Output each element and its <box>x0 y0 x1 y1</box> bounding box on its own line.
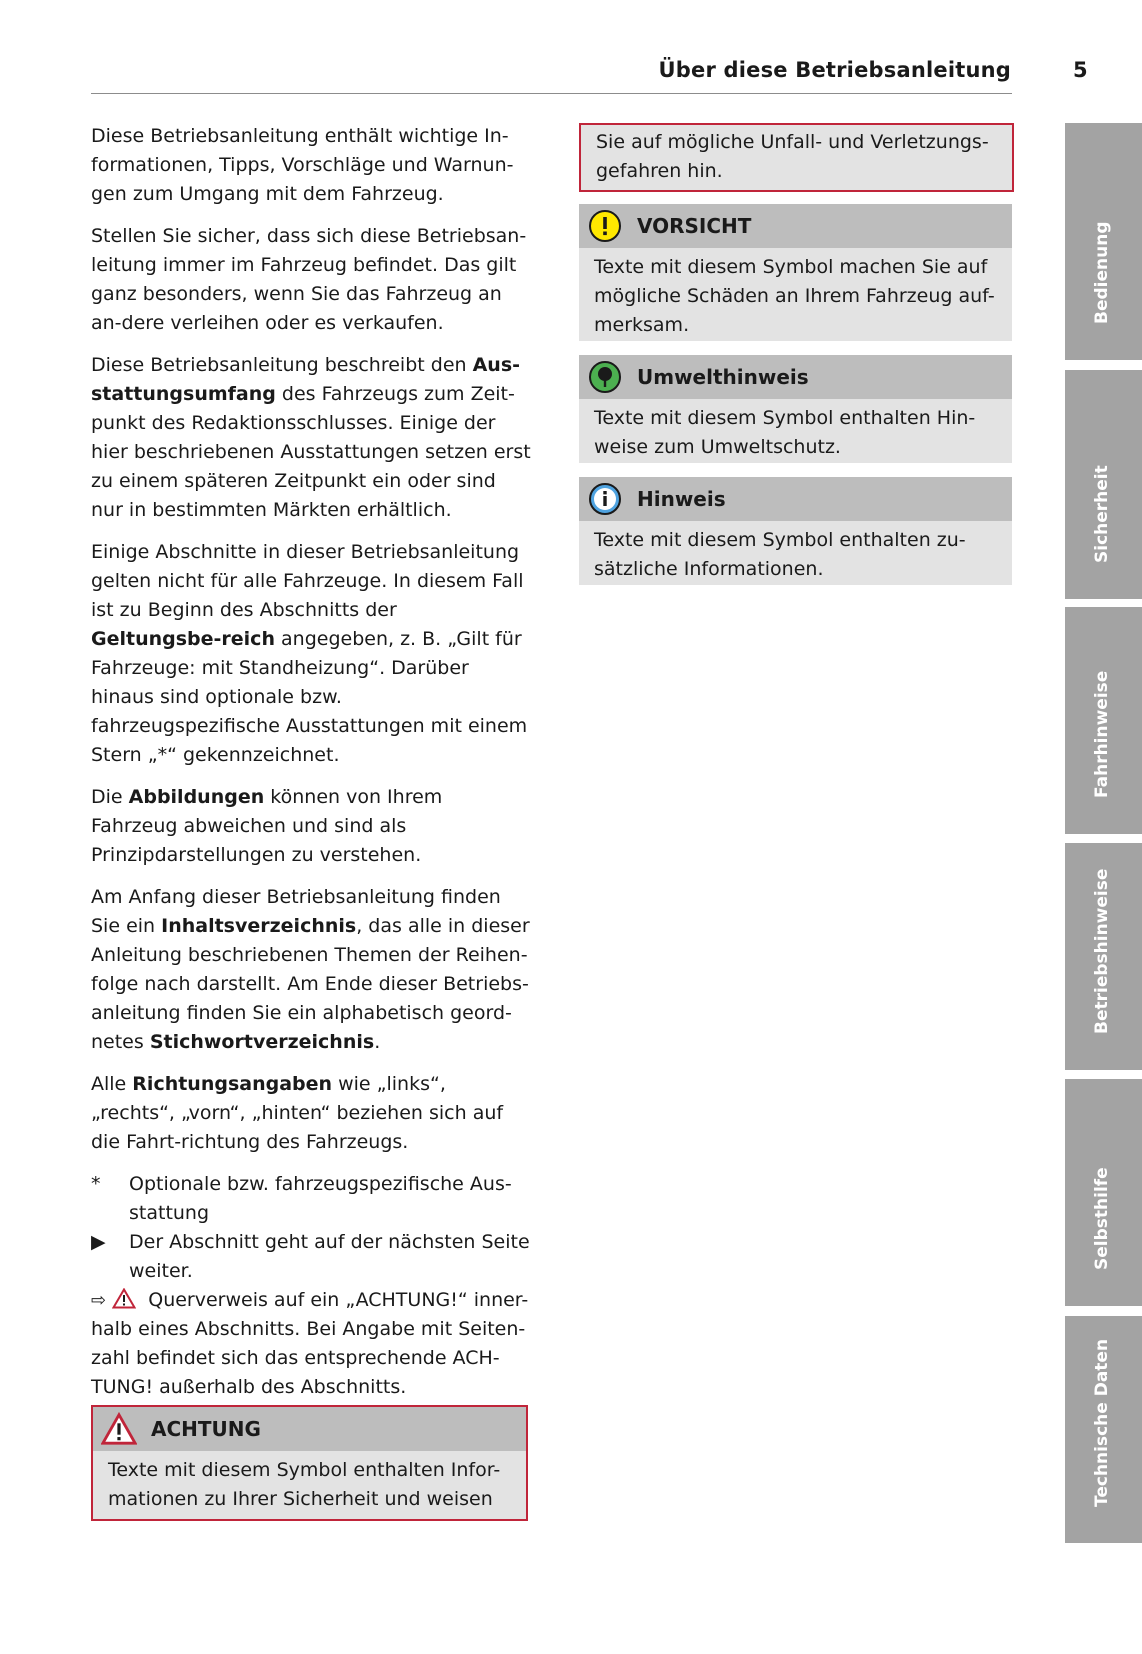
paragraph-directions <box>91 1070 531 1157</box>
legend-item-star <box>91 1170 531 1228</box>
vorsicht-body: Texte mit diesem Symbol machen Sie auf mögliche Schäden an Ihrem Fahrzeug auf-merksam. <box>594 256 995 336</box>
header-rule <box>91 93 1012 94</box>
hinweis-title: Hinweis <box>637 487 726 511</box>
chapter-tab-label: Selbsthilfe <box>1092 1167 1112 1270</box>
reference-arrow-icon: ⇨ <box>91 1290 107 1311</box>
text: , das alle in dieser Anleitung beschriebenen Themen der Reihen-folge nach darstellt. Am Ende dieser Betriebs-anleitung finden Sie ein alphabetisch geord-netes <box>91 915 530 1053</box>
paragraph-illustrations <box>91 783 531 870</box>
text: Einige Abschnitte in dieser Betriebsanleitung gelten nicht für alle Fahrzeuge. In diesem Fall ist zu Beginn des Abschnitts der <box>91 541 524 621</box>
chapter-tab-bedienung[interactable] <box>1065 123 1142 360</box>
text: Diese Betriebsanleitung beschreibt den <box>91 354 473 376</box>
legend-text: Der Abschnitt geht auf der nächsten Seite weiter. <box>129 1231 530 1282</box>
page-header-title: Über diese Betriebsanleitung <box>658 58 1011 82</box>
achtung-title: ACHTUNG <box>151 1417 261 1441</box>
legend-item-continue <box>91 1228 531 1286</box>
chapter-tab-betriebshinweise[interactable] <box>1065 843 1142 1070</box>
paragraph-scope <box>91 538 531 770</box>
chapter-tab-label: Betriebshinweise <box>1092 868 1112 1034</box>
environment-tree-icon <box>587 359 623 395</box>
reference-text: Querverweis auf ein „ACHTUNG!“ inner-halb eines Abschnitts. Bei Angabe mit Seiten-zahl befindet sich das entsprechende ACH-TUNG! außerhalb des Abschnitts. <box>91 1289 529 1398</box>
achtung-box <box>91 1405 528 1521</box>
umwelthinweis-header <box>579 355 1012 399</box>
text: Alle <box>91 1073 133 1095</box>
hinweis-header <box>579 477 1012 521</box>
achtung-body: Texte mit diesem Symbol enthalten Infor-mationen zu Ihrer Sicherheit und weisen <box>108 1459 501 1510</box>
text: . <box>374 1031 381 1053</box>
legend-text: Optionale bzw. fahrzeugspezifische Aus-stattung <box>129 1173 512 1224</box>
achtung-continuation-box <box>579 123 1014 192</box>
chapter-tab-label: Bedienung <box>1092 221 1112 324</box>
caution-exclamation-icon <box>587 208 623 244</box>
continue-arrow-icon: ▶ <box>91 1231 106 1253</box>
bold-term: Richtungsangaben <box>132 1073 333 1095</box>
text: Am Anfang dieser Betriebsanleitung finden Sie ein <box>91 886 501 937</box>
bold-term: Inhaltsverzeichnis <box>161 915 357 937</box>
info-icon <box>587 481 623 517</box>
chapter-tab-sicherheit[interactable] <box>1065 370 1142 599</box>
bold-term: Aus-stattungsumfang <box>91 354 521 405</box>
chapter-tab-label: Sicherheit <box>1092 465 1112 563</box>
umwelthinweis-title: Umwelthinweis <box>637 365 809 389</box>
achtung-continuation-text: Sie auf mögliche Unfall- und Verletzungs-gefahren hin. <box>596 131 989 182</box>
left-column <box>91 122 531 1415</box>
umwelthinweis-body: Texte mit diesem Symbol enthalten Hin-weise zum Umweltschutz. <box>594 407 976 458</box>
star-marker: * <box>91 1173 101 1195</box>
bold-term: Stichwortverzeichnis <box>149 1031 375 1053</box>
text: angegeben, z. B. „Gilt für Fahrzeuge: mit Standheizung“. Darüber hinaus sind optionale bzw. fahrzeugspezifische Ausstattungen mit einem Stern „*“ gekennzeichnet. <box>91 628 528 766</box>
hinweis-box <box>579 477 1012 585</box>
text: wie „links“, „rechts“, „vorn“, „hinten“ beziehen sich auf die Fahrt-richtung des Fahrzeugs. <box>91 1073 504 1153</box>
page-number: 5 <box>1073 58 1088 82</box>
text: können von Ihrem Fahrzeug abweichen und sind als Prinzipdarstellungen zu verstehen. <box>91 786 443 866</box>
chapter-tab-technische-daten[interactable] <box>1065 1316 1142 1543</box>
achtung-header <box>93 1407 526 1451</box>
cross-reference-note <box>91 1286 531 1402</box>
vorsicht-title: VORSICHT <box>637 214 752 238</box>
warning-triangle-icon <box>112 1288 136 1309</box>
chapter-tab-label: Technische Daten <box>1092 1338 1112 1507</box>
bold-term: Geltungsbe-reich <box>91 628 275 650</box>
vorsicht-header <box>579 204 1012 248</box>
vorsicht-box <box>579 204 1012 341</box>
umwelthinweis-box <box>579 355 1012 463</box>
chapter-tab-fahrhinweise[interactable] <box>1065 607 1142 834</box>
paragraph-equipment <box>91 351 531 525</box>
text: Die <box>91 786 129 808</box>
chapter-tab-label: Fahrhinweise <box>1092 670 1112 798</box>
text: des Fahrzeugs zum Zeit-punkt des Redaktionsschlusses. Einige der hier beschriebenen Ausstattungen setzen erst zu einem späteren Zeitpunkt ein oder sind nur in bestimmten Märkten erhältlich. <box>91 383 531 521</box>
bold-term: Abbildungen <box>128 786 265 808</box>
hinweis-body: Texte mit diesem Symbol enthalten zu-sätzliche Informationen. <box>594 529 966 580</box>
paragraph-keep-in-vehicle: Stellen Sie sicher, dass sich diese Betriebsan-leitung immer im Fahrzeug befindet. Das gilt ganz besonders, wenn Sie das Fahrzeug an an-dere verleihen oder es verkaufen. <box>91 225 527 334</box>
paragraph-toc <box>91 883 531 1057</box>
paragraph-intro: Diese Betriebsanleitung enthält wichtige In-formationen, Tipps, Vorschläge und Warnun-gen zum Umgang mit dem Fahrzeug. <box>91 125 514 205</box>
warning-triangle-icon <box>101 1411 137 1447</box>
chapter-tab-selbsthilfe[interactable] <box>1065 1079 1142 1306</box>
